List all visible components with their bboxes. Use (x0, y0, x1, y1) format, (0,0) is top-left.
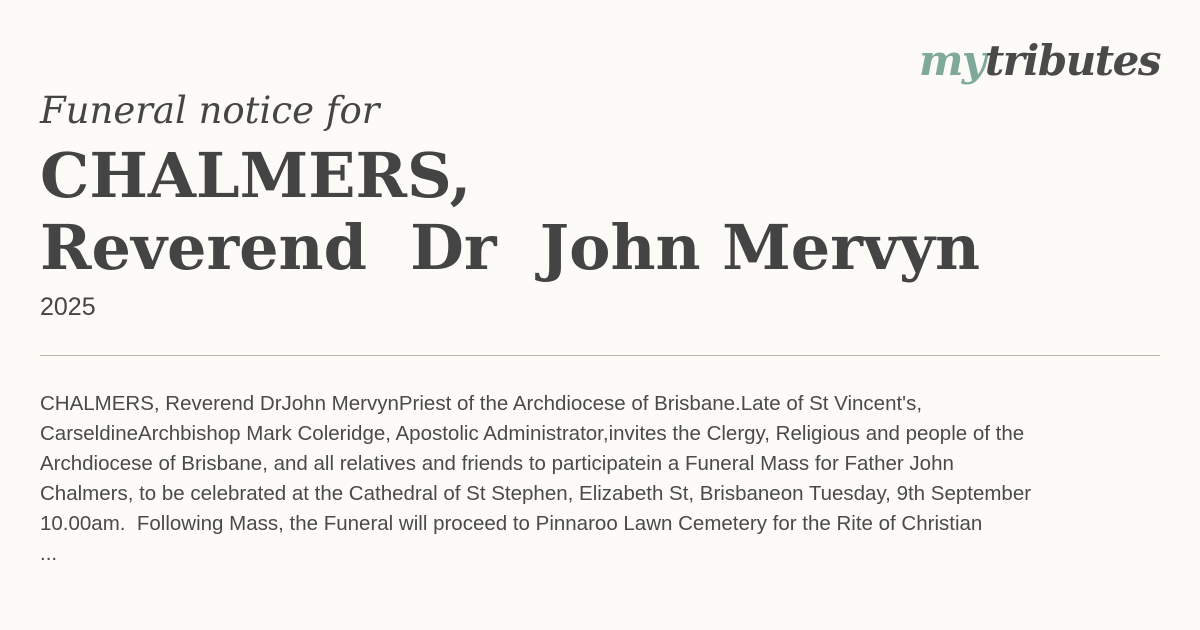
logo-text-my: my (918, 36, 985, 85)
mytributes-logo[interactable] (919, 34, 1160, 88)
notice-body-line: Archdiocese of Brisbane, and all relatives and friends to participatein a Funeral Mass for Father John (40, 452, 954, 475)
notice-body-line: 10.00am. Following Mass, the Funeral will proceed to Pinnaroo Lawn Cemetery for the Rite of Christian (40, 512, 983, 535)
notice-body-line: CHALMERS, Reverend DrJohn MervynPriest of the Archdiocese of Brisbane.Late of St Vincent's, (40, 392, 923, 415)
notice-body-line: Chalmers, to be celebrated at the Cathedral of St Stephen, Elizabeth St, Brisbaneon Tuesday, 9th September (40, 482, 1032, 505)
notice-body-text (40, 389, 1160, 569)
notice-type-label: Funeral notice for (40, 89, 380, 132)
notice-year: 2025 (40, 293, 96, 321)
logo-text-tributes: tributes (984, 36, 1160, 85)
notice-body-line: CarseldineArchbishop Mark Coleridge, Apostolic Administrator,invites the Clergy, Religious and people of the (40, 422, 1025, 445)
deceased-surname: CHALMERS, (40, 139, 472, 212)
deceased-name (40, 140, 1160, 284)
deceased-given-names: Reverend Dr John Mervyn (40, 211, 981, 284)
notice-body-ellipsis: ... (40, 542, 58, 565)
divider (40, 355, 1160, 356)
